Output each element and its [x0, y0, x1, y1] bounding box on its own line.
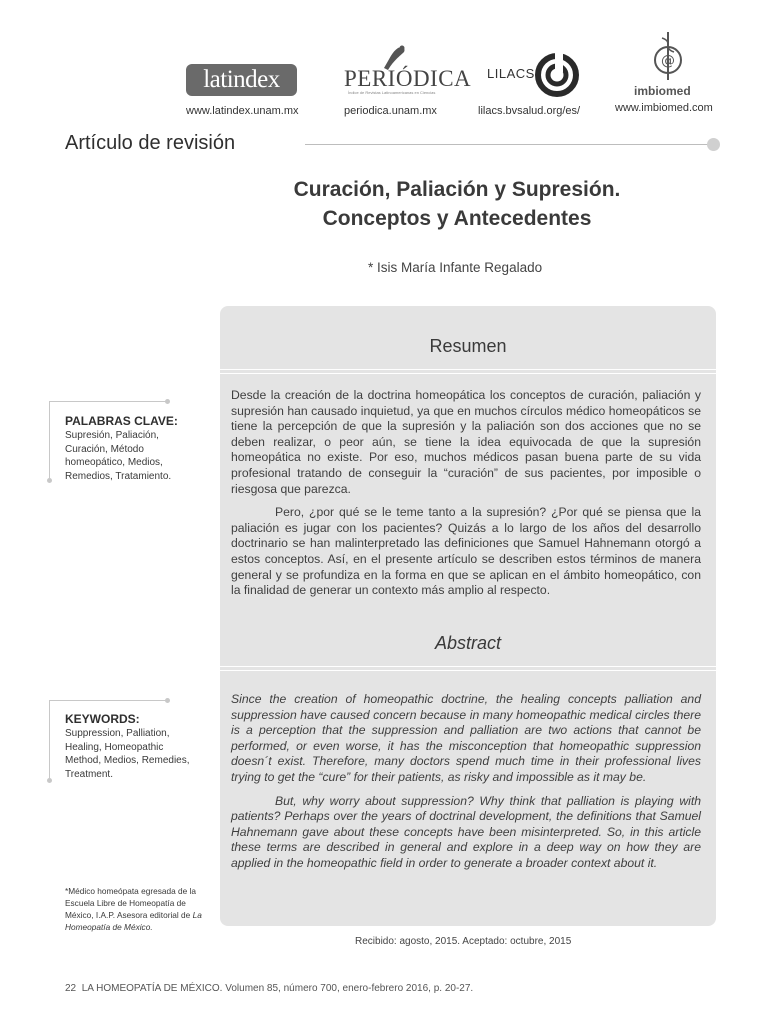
- lilacs-logo: LILACS: [487, 52, 582, 98]
- lilacs-url[interactable]: lilacs.bvsalud.org/es/: [478, 105, 581, 117]
- received-dates: Recibido: agosto, 2015. Aceptado: octubre, 2015: [355, 936, 572, 947]
- keywords-dot-bottom: [47, 778, 52, 783]
- resumen-paragraph-2: Pero, ¿por qué se le teme tanto a la supresión? ¿Por qué se piensa que la paliación es jugar con los pacientes? Quizás a lo largo de los años del desarrollo doctrinario se han malinterpretado las definiciones que Samuel Hahnemann otorgó a estos conceptos. Así, en el presente artículo se describen estos términos de manera general y se profundiza en la forma en que se aplican en el ámbito homeopático, con la finalidad de generar un contexto más amplio al respecto.: [231, 505, 701, 598]
- resumen-paragraph-1: Desde la creación de la doctrina homeopática los conceptos de curación, paliación y supresión han causado inquietud, ya que en muchos círculos médico homeopáticos se tiene la percepción de que la supresión y la paliación son dos acciones que no se deben realizar, o peor aún, se tiene la idea equivocada de que la supresión homeopática no existe. Por eso, muchos médicos pasan buena parte de su vida profesional tratando de conseguir la “curación” de sus pacientes, por imposible o riesgosa que parezca.: [231, 388, 701, 496]
- abstract-paragraph-2: But, why worry about suppression? Why think that palliation is playing with patients? Perhaps over the years of doctrinal development, the definitions that Samuel Hahnemann gave about these concepts have been misinterpreted. So, in this article these terms are described in general and explore in a deep way on how they are applied in the homeopathic field in order to generate a broader context about it.: [231, 793, 701, 870]
- svg-text:@: @: [661, 53, 675, 69]
- article-author: * Isis María Infante Regalado: [368, 260, 543, 275]
- abstract-heading: Abstract: [434, 633, 502, 653]
- resumen-body: [231, 388, 701, 599]
- latindex-url[interactable]: www.latindex.unam.mx: [186, 105, 299, 117]
- page-footer: [65, 983, 473, 994]
- keywords-dot-top: [165, 698, 170, 703]
- footer-citation: LA HOMEOPATÍA DE MÉXICO. Volumen 85, número 700, enero-febrero 2016, p. 20-27.: [81, 983, 474, 994]
- page-number: 22: [65, 983, 77, 994]
- periodica-logo: PERIÓDICA Índice de Revistas Latinoamericanas en Ciencias: [344, 44, 444, 98]
- abstract-separator-bottom: [220, 670, 716, 671]
- latindex-logo: latindex: [186, 64, 297, 96]
- imbiomed-logo: @ imbiomed: [628, 30, 708, 102]
- palabras-clave-title: PALABRAS CLAVE:: [65, 414, 178, 428]
- imbiomed-url[interactable]: www.imbiomed.com: [615, 102, 713, 114]
- abstract-body: [231, 692, 701, 872]
- resumen-separator-bottom: [220, 373, 716, 374]
- palabras-clave-dot-bottom: [47, 478, 52, 483]
- lilacs-spiral-icon: [533, 52, 581, 98]
- section-rule-dot: [707, 138, 720, 151]
- article-title-line2: Conceptos y Antecedentes: [322, 207, 592, 230]
- keywords-title: KEYWORDS:: [65, 712, 140, 726]
- resumen-heading: Resumen: [429, 336, 507, 356]
- abstract-paragraph-1: Since the creation of homeopathic doctrine, the healing concepts palliation and suppression have caused concern because in many homeopathic medical circles there is a perception that the suppression and palliation are two actions that cannot be performed, or even worse, it has the misconception that homeopathic suppression doesn´t exist. Therefore, many doctors spend much time in their professional lives trying to get the “cure” for their patients, as risky and impossible as it may be.: [231, 692, 701, 784]
- keywords-list: Suppression, Palliation, Healing, Homeopathic Method, Medios, Remedies, Treatment.: [65, 728, 190, 780]
- palabras-clave-list: Supresión, Paliación, Curación, Método homeopático, Medios, Remedios, Tratamiento.: [65, 430, 172, 482]
- imbiomed-caduceus-icon: [648, 30, 688, 82]
- palabras-clave-dot-top: [165, 399, 170, 404]
- section-rule: [305, 144, 710, 145]
- periodica-url[interactable]: periodica.unam.mx: [344, 105, 437, 117]
- resumen-separator-top: [220, 369, 716, 370]
- footnote-journal: La Homeopatía de México.: [65, 910, 202, 932]
- article-title-line1: Curación, Paliación y Supresión.: [293, 178, 621, 201]
- section-title: Artículo de revisión: [65, 132, 236, 154]
- abstract-separator-top: [220, 666, 716, 667]
- author-footnote: *Médico homeópata egresada de la Escuela Libre de Homeopatía de México, I.A.P. Asesora editorial de La Homeopatía de México.: [65, 886, 202, 932]
